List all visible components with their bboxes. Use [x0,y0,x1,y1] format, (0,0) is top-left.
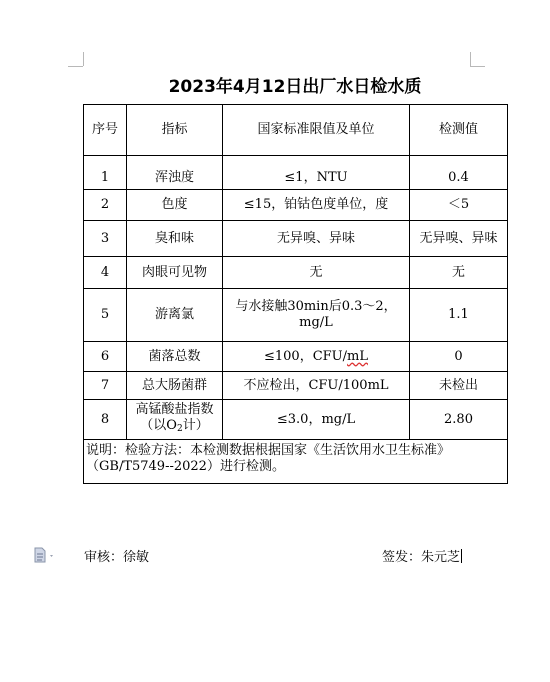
row-item-line2 [129,418,220,437]
row-item: 总大肠菌群 [127,372,223,400]
spellcheck-word: mL [347,348,368,364]
row-no: 7 [84,372,127,400]
row-item: 菌落总数 [127,342,223,372]
row-limit: ≤1，NTU [223,156,410,190]
document-menu-icon[interactable] [33,547,57,563]
row-no: 2 [84,190,127,221]
text-cursor [461,549,462,563]
crop-mark [470,66,485,67]
row-limit-text: ≤100，CFU/ [264,348,348,364]
row-limit-line1: 与水接触30min后0.3～2， [235,299,397,314]
header-item: 指标 [127,105,223,156]
table-row [84,342,508,372]
item-text: 计） [182,418,209,433]
table-row [84,372,508,400]
issuer-text: 签发：朱元芝 [382,550,461,565]
row-limit: ≤15，铂钴色度单位，度 [223,190,410,221]
row-value: 1.1 [410,289,508,342]
page-title: 2023年4月12日出厂水日检水质 [168,77,422,97]
water-quality-table [83,104,508,484]
row-no: 5 [84,289,127,342]
table-row [84,190,508,221]
row-item: 浑浊度 [127,156,223,190]
row-no: 8 [84,400,127,440]
row-limit: ≤3.0，mg/L [223,400,410,440]
table-row [84,156,508,190]
table-row [84,289,508,342]
row-no: 1 [84,156,127,190]
item-text: （以O [140,418,177,433]
row-limit [223,342,410,372]
row-no: 3 [84,221,127,257]
row-item: 肉眼可见物 [127,257,223,289]
row-item: 臭和味 [127,221,223,257]
row-limit: 无异嗅、异味 [223,221,410,257]
row-item [127,400,223,440]
header-limit: 国家标准限值及单位 [223,105,410,156]
row-value: 0.4 [410,156,508,190]
row-item: 游离氯 [127,289,223,342]
table-row [84,221,508,257]
header-value: 检测值 [410,105,508,156]
row-no: 4 [84,257,127,289]
issuer-line [382,546,462,565]
row-value: 2.80 [410,400,508,440]
crop-mark [470,52,471,66]
row-item-line1: 高锰酸盐指数 [135,402,214,417]
row-value: 无 [410,257,508,289]
row-limit [223,289,410,342]
item-subscript: 2 [176,424,183,434]
row-limit-line2: mg/L [299,315,333,330]
table-row [84,257,508,289]
table-header-row [84,105,508,156]
header-no: 序号 [84,105,127,156]
row-limit: 无 [223,257,410,289]
row-value: 无异嗅、异味 [410,221,508,257]
table-row [84,400,508,440]
crop-mark [83,52,84,66]
note-row [84,440,508,484]
row-value: 0 [410,342,508,372]
row-limit: 不应检出，CFU/100mL [223,372,410,400]
crop-mark [68,66,83,67]
row-item: 色度 [127,190,223,221]
note-text: 说明：检验方法：本检测数据根据国家《生活饮用水卫生标准》（GB/T5749--2022）进行检测。 [84,440,508,484]
row-value: ＜5 [410,190,508,221]
row-no: 6 [84,342,127,372]
row-value: 未检出 [410,372,508,400]
reviewer-text: 审核：徐敏 [84,550,150,565]
